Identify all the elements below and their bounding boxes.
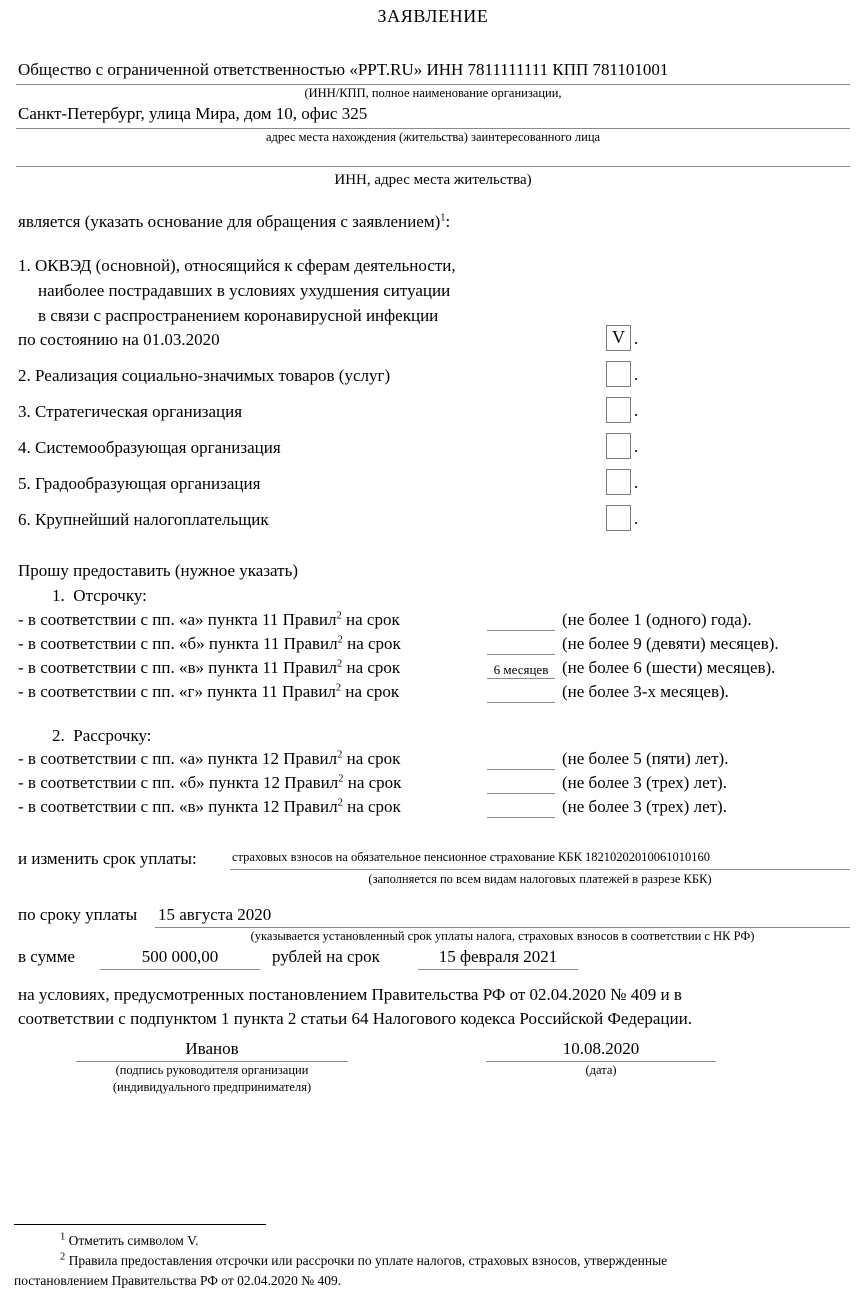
organization-caption: (ИНН/КПП, полное наименование организации, <box>304 86 562 100</box>
deferral-row-v-mid: на срок <box>346 658 401 677</box>
signature-date-value[interactable]: 10.08.2020 <box>562 1039 640 1058</box>
installment-row-b-prefix-group <box>18 773 401 793</box>
installment-row-v-blank[interactable] <box>487 817 555 818</box>
basis-item-1-number: 1. <box>18 256 31 275</box>
deferral-row-b-suffix: (не более 9 (девяти) месяцев). <box>562 634 779 653</box>
basis-item-6-number: 6. <box>18 510 31 529</box>
deferral-row-b-prefix-group <box>18 634 401 654</box>
inn-caption: ИНН, адрес места жительства) <box>334 172 532 188</box>
installment-row-a-prefix-group <box>18 749 400 769</box>
deferral-row-b-blank[interactable] <box>487 654 555 655</box>
installment-row-a-suffix: (не более 5 (пяти) лет). <box>562 749 729 768</box>
basis-item-1-line-1: ОКВЭД (основной), относящийся к сферам деятельности, <box>35 256 456 275</box>
basis-checkbox-6-period: . <box>634 509 639 528</box>
deferral-row-a-mid: на срок <box>346 610 400 629</box>
request-heading: Прошу предоставить (нужное указать) <box>18 561 298 580</box>
conditions-line-1: на условиях, предусмотренных постановлением Правительства РФ от 02.04.2020 № 409 и в <box>18 985 682 1004</box>
deferral-row-b-footnote-marker: 2 <box>337 634 343 646</box>
basis-checkbox-1-period: . <box>634 329 639 348</box>
due-date-blank-rule[interactable] <box>155 927 850 928</box>
basis-item-2-number: 2. <box>18 366 31 385</box>
basis-checkbox-4-period: . <box>634 437 639 456</box>
amount-blank-rule[interactable] <box>100 969 260 970</box>
deferral-row-a-footnote-marker: 2 <box>336 610 342 622</box>
deferral-row-a-prefix-group <box>18 610 400 630</box>
basis-item-6-label: Крупнейший налогоплательщик <box>35 510 269 529</box>
deferral-row-b-prefix: - в соответствии с пп. «б» пункта 11 Правил <box>18 634 338 653</box>
installment-section-number: 2. <box>52 726 65 745</box>
basis-item-6-row <box>18 510 269 530</box>
basis-item-4-label: Системообразующая организация <box>35 438 281 457</box>
deferral-row-v-footnote-marker: 2 <box>336 658 343 670</box>
address-rule <box>16 128 850 129</box>
footnote-2-marker: 2 <box>60 1251 66 1263</box>
deferral-section-heading <box>52 586 147 606</box>
deferral-row-g-footnote-marker: 2 <box>335 682 342 694</box>
kbk-value[interactable]: страховых взносов на обязательное пенсионное страхование КБК 18210202010061010160 <box>232 850 711 864</box>
amount-label: в сумме <box>18 947 75 966</box>
basis-intro-footnote-marker: 1 <box>440 212 446 224</box>
installment-row-v-prefix: - в соответствии с пп. «в» пункта 12 Правил <box>18 797 338 816</box>
due-date-label: по сроку уплаты <box>18 905 138 924</box>
deferral-row-b-mid: на срок <box>347 634 401 653</box>
basis-checkbox-2[interactable] <box>606 361 631 387</box>
basis-item-3-label: Стратегическая организация <box>35 402 243 421</box>
deferral-row-v-prefix: - в соответствии с пп. «в» пункта 11 Правил <box>18 658 337 677</box>
signature-date-caption: (дата) <box>585 1063 617 1077</box>
installment-row-v-suffix: (не более 3 (трех) лет). <box>562 797 727 816</box>
organization-name-value: Общество с ограниченной ответственностью «PPT.RU» ИНН 7811111111 КПП 781101001 <box>18 60 669 79</box>
footnote-2 <box>60 1252 850 1270</box>
footnote-1 <box>60 1232 850 1250</box>
basis-item-2-label: Реализация социально-значимых товаров (услуг) <box>35 366 391 385</box>
basis-item-4-row <box>18 438 281 458</box>
conditions-line-2: соответствии с подпунктом 1 пункта 2 статьи 64 Налогового кодекса Российской Федерации. <box>18 1009 692 1028</box>
term-value[interactable]: 15 февраля 2021 <box>438 947 558 966</box>
signature-name-value[interactable]: Иванов <box>185 1039 239 1058</box>
basis-item-1-line-2: наиболее пострадавших в условиях ухудшения ситуации <box>38 281 451 300</box>
organization-rule <box>16 84 850 85</box>
deferral-row-g-blank[interactable] <box>487 702 555 703</box>
footnote-2-line-2: постановлением Правительства РФ от 02.04.2020 № 409. <box>14 1273 342 1288</box>
basis-item-3-row <box>18 402 242 422</box>
basis-item-1-row <box>18 256 456 276</box>
basis-intro-text: является (указать основание для обращения с заявлением) <box>18 212 441 231</box>
page-title: ЗАЯВЛЕНИЕ <box>377 6 489 26</box>
basis-checkbox-2-period: . <box>634 365 639 384</box>
deferral-row-g-suffix: (не более 3-х месяцев). <box>562 682 729 701</box>
signature-date-rule <box>486 1061 716 1062</box>
basis-item-5-number: 5. <box>18 474 31 493</box>
deferral-row-v-value[interactable]: 6 месяцев <box>493 662 549 677</box>
basis-item-1-status: по состоянию на 01.03.2020 <box>18 330 220 349</box>
basis-checkbox-3-period: . <box>634 401 639 420</box>
basis-item-3-number: 3. <box>18 402 31 421</box>
installment-row-a-mid: на срок <box>346 749 401 768</box>
deferral-section-number: 1. <box>52 586 65 605</box>
basis-checkbox-1[interactable]: V <box>606 325 631 351</box>
deferral-row-g-mid: на срок <box>345 682 400 701</box>
deferral-row-v-prefix-group <box>18 658 400 678</box>
currency-term-label: рублей на срок <box>272 947 380 966</box>
address-value: Санкт-Петербург, улица Мира, дом 10, офис 325 <box>18 104 368 123</box>
installment-row-v-mid: на срок <box>347 797 401 816</box>
footnote-separator <box>14 1224 266 1225</box>
term-blank-rule[interactable] <box>418 969 578 970</box>
deferral-row-g-prefix: - в соответствии с пп. «г» пункта 11 Правил <box>18 682 336 701</box>
signature-caption-line-1: (подпись руководителя организации <box>115 1063 309 1077</box>
deferral-row-a-prefix: - в соответствии с пп. «а» пункта 11 Правил <box>18 610 337 629</box>
installment-row-b-footnote-marker: 2 <box>338 773 344 785</box>
deferral-row-a-suffix: (не более 1 (одного) года). <box>562 610 752 629</box>
installment-section-heading <box>52 726 151 746</box>
signature-rule <box>76 1061 348 1062</box>
deferral-row-a-blank[interactable] <box>487 630 555 631</box>
inn-rule <box>16 166 850 167</box>
installment-row-b-suffix: (не более 3 (трех) лет). <box>562 773 727 792</box>
kbk-caption: (заполняется по всем видам налоговых платежей в разрезе КБК) <box>368 872 712 886</box>
installment-row-a-footnote-marker: 2 <box>337 749 343 761</box>
installment-row-v-prefix-group <box>18 797 401 817</box>
due-date-value[interactable]: 15 августа 2020 <box>158 905 272 924</box>
installment-row-b-prefix: - в соответствии с пп. «б» пункта 12 Правил <box>18 773 339 792</box>
footnote-1-marker: 1 <box>60 1231 66 1243</box>
basis-item-5-row <box>18 474 260 494</box>
signature-caption-line-2: (индивидуального предпринимателя) <box>112 1080 312 1094</box>
installment-row-b-blank[interactable] <box>487 793 555 794</box>
footnote-1-text: Отметить символом V. <box>68 1233 199 1248</box>
deferral-section-title: Отсрочку: <box>73 586 147 605</box>
basis-checkbox-6[interactable] <box>606 505 631 531</box>
basis-item-4-number: 4. <box>18 438 31 457</box>
basis-checkbox-5-period: . <box>634 473 639 492</box>
deferral-row-g-prefix-group <box>18 682 399 702</box>
installment-row-b-mid: на срок <box>347 773 402 792</box>
amount-value[interactable]: 500 000,00 <box>141 947 219 966</box>
basis-checkbox-4[interactable] <box>606 433 631 459</box>
installment-row-v-footnote-marker: 2 <box>337 797 343 809</box>
installment-row-a-blank[interactable] <box>487 769 555 770</box>
basis-checkbox-3[interactable] <box>606 397 631 423</box>
change-due-date-label: и изменить срок уплаты: <box>18 849 197 868</box>
basis-item-1-line-3: в связи с распространением коронавирусной инфекции <box>38 306 439 325</box>
kbk-blank-rule[interactable] <box>230 869 850 870</box>
basis-intro-colon: : <box>445 212 451 231</box>
basis-item-2-row <box>18 366 390 386</box>
due-date-caption: (указывается установленный срок уплаты налога, страховых взносов в соответствии с НК РФ) <box>250 929 755 943</box>
installment-row-a-prefix: - в соответствии с пп. «а» пункта 12 Правил <box>18 749 338 768</box>
deferral-row-v-suffix: (не более 6 (шести) месяцев). <box>562 658 776 677</box>
address-caption: адрес места нахождения (жительства) заинтересованного лица <box>265 130 601 144</box>
footnote-2-line-1: Правила предоставления отсрочки или рассрочки по уплате налогов, страховых взносов, утвержденные <box>68 1253 668 1268</box>
basis-checkbox-5[interactable] <box>606 469 631 495</box>
basis-intro-row <box>18 212 450 232</box>
deferral-row-v-blank[interactable] <box>487 678 555 679</box>
basis-item-5-label: Градообразующая организация <box>35 474 261 493</box>
installment-section-title: Рассрочку: <box>73 726 152 745</box>
